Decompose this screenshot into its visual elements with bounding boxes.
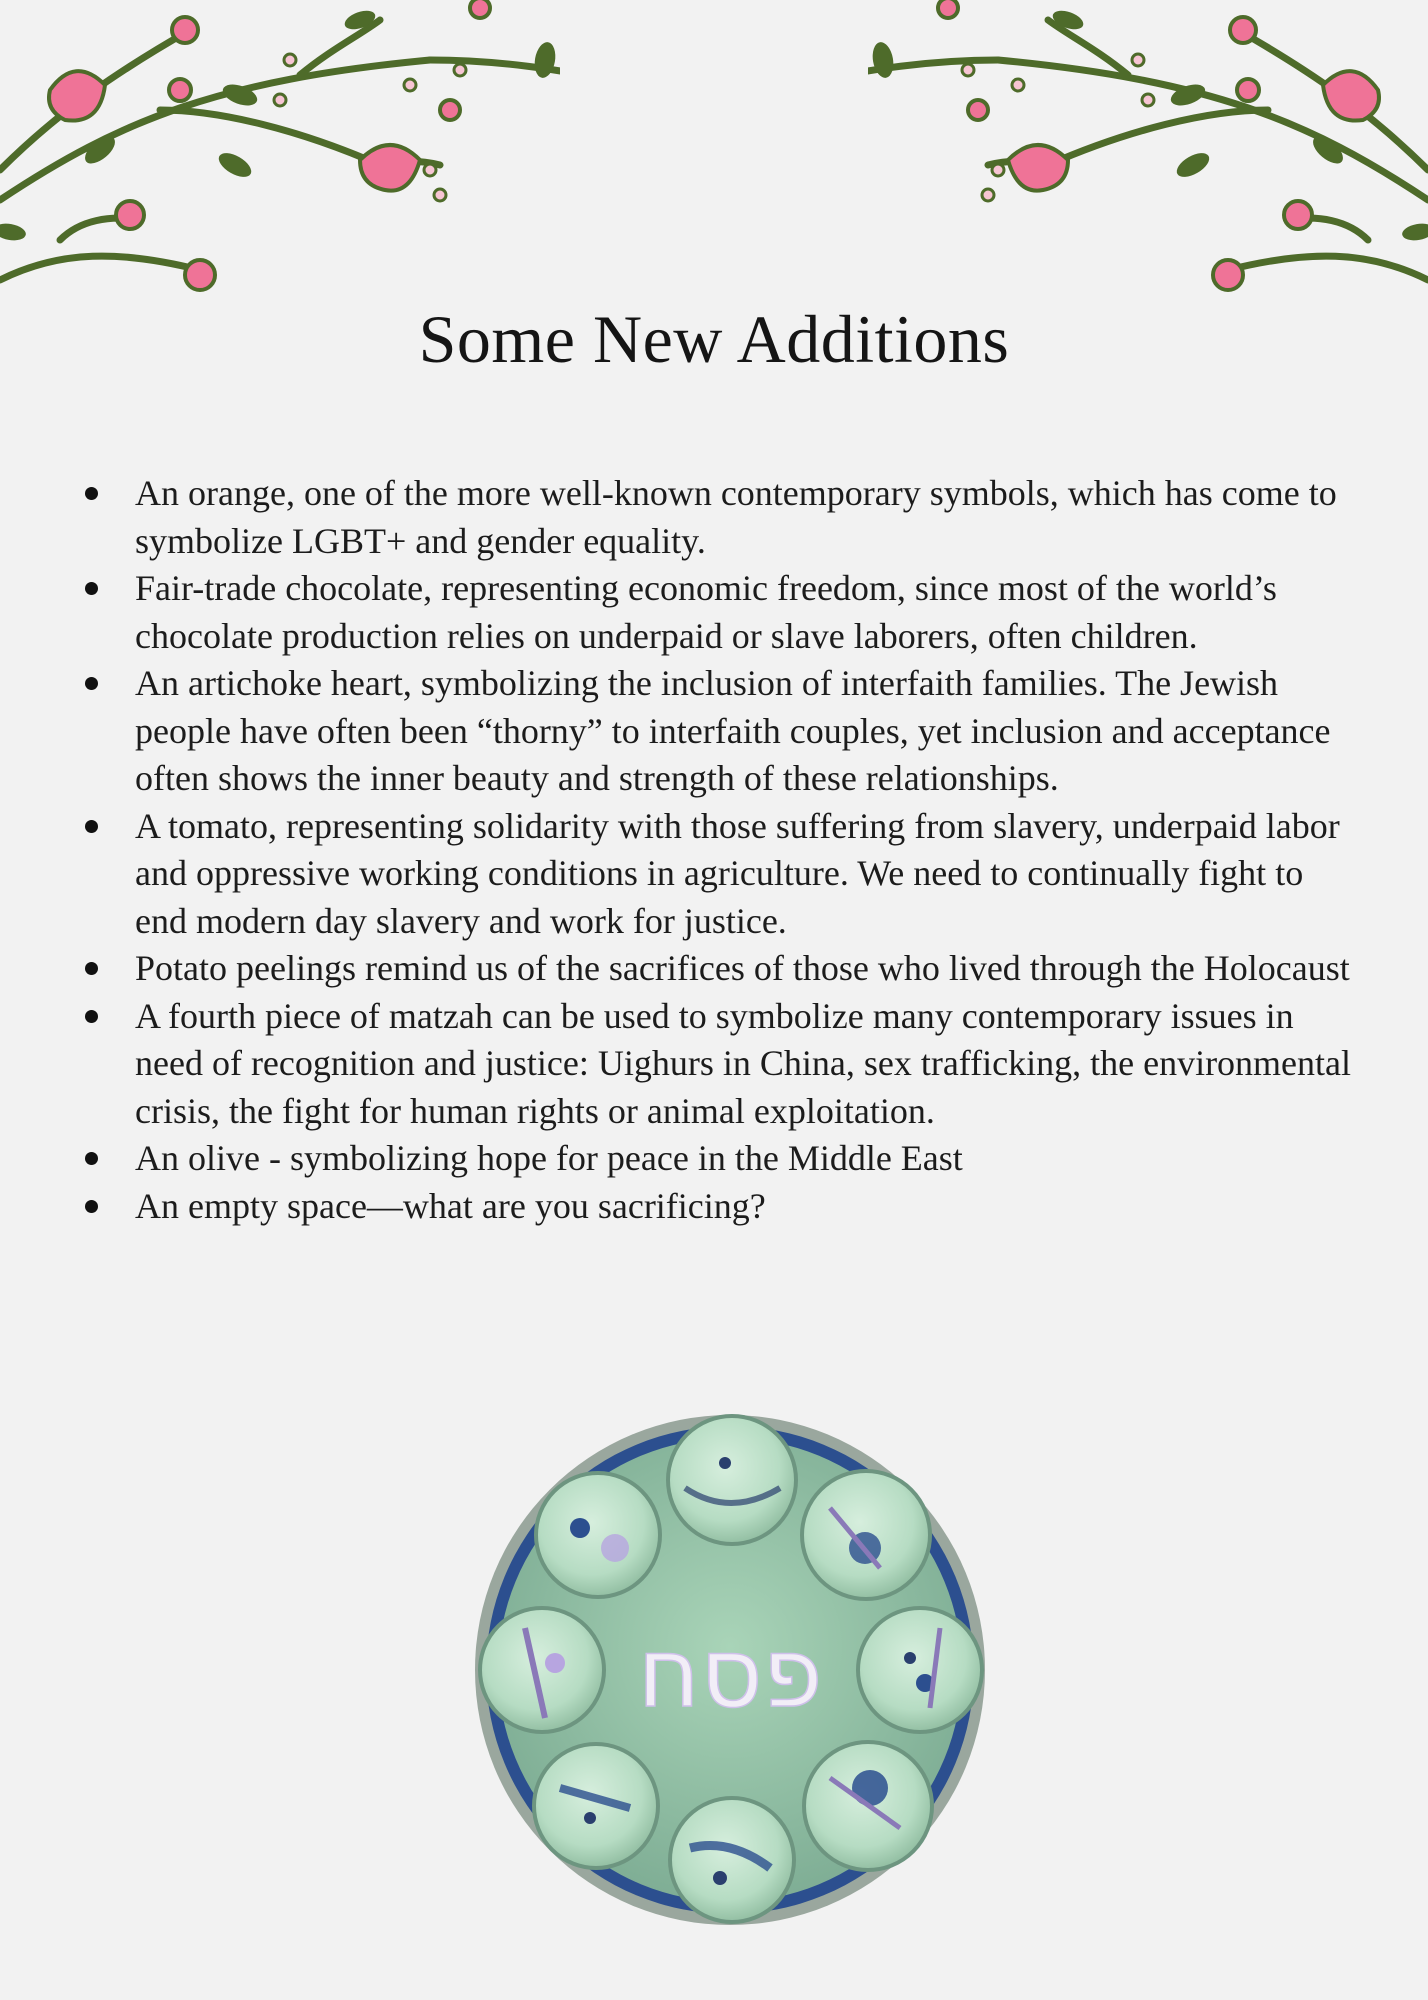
list-item-text: An olive - symbolizing hope for peace in the Middle East <box>135 1138 963 1178</box>
list-item-text: A tomato, representing solidarity with those suffering from slavery, underpaid labor and oppressive working conditions in agriculture. We need to continually fight to end modern day slavery and work for justice. <box>135 805 1340 941</box>
list-item <box>135 1135 1360 1183</box>
bullet-icon <box>85 582 98 595</box>
seder-plate-image <box>470 1408 990 1928</box>
floral-garland-left <box>0 0 560 350</box>
bullet-icon <box>85 820 98 833</box>
bullet-icon <box>85 1152 98 1165</box>
bullet-icon <box>85 487 98 500</box>
list-item <box>135 993 1360 1136</box>
plate-hebrew-text: פסח <box>637 1617 823 1729</box>
list-item <box>135 660 1360 803</box>
bullet-icon <box>85 677 98 690</box>
list-item-text: An empty space—what are you sacrificing? <box>135 1185 766 1226</box>
list-item <box>135 945 1360 993</box>
bullet-icon <box>85 1200 98 1213</box>
floral-garland-right <box>868 0 1428 350</box>
list-item <box>135 470 1360 565</box>
list-item-text: Fair-trade chocolate, representing economic freedom, since most of the world’s chocolate production relies on underpaid or slave laborers, often children. <box>135 568 1277 656</box>
list-item <box>135 803 1360 946</box>
bullet-icon <box>85 1010 98 1023</box>
additions-list <box>135 470 1360 1230</box>
bullet-icon <box>85 962 98 975</box>
page-title: Some New Additions <box>418 301 1010 377</box>
list-item <box>135 1183 1360 1231</box>
list-item-text: An orange, one of the more well-known contemporary symbols, which has come to symbolize LGBT+ and gender equality. <box>135 473 1337 561</box>
list-item-text: An artichoke heart, symbolizing the inclusion of interfaith families. The Jewish people have often been “thorny” to interfaith couples, yet inclusion and acceptance often shows the inner beauty and strength of these relationships. <box>135 663 1331 798</box>
list-item <box>135 565 1360 660</box>
list-item-text: Potato peelings remind us of the sacrifices of those who lived through the Holocaust <box>135 948 1350 988</box>
list-item-text: A fourth piece of matzah can be used to symbolize many contemporary issues in need of recognition and justice: Uighurs in China, sex trafficking, the environmental crisis, the fight for human rights or animal exploitation. <box>135 995 1352 1131</box>
